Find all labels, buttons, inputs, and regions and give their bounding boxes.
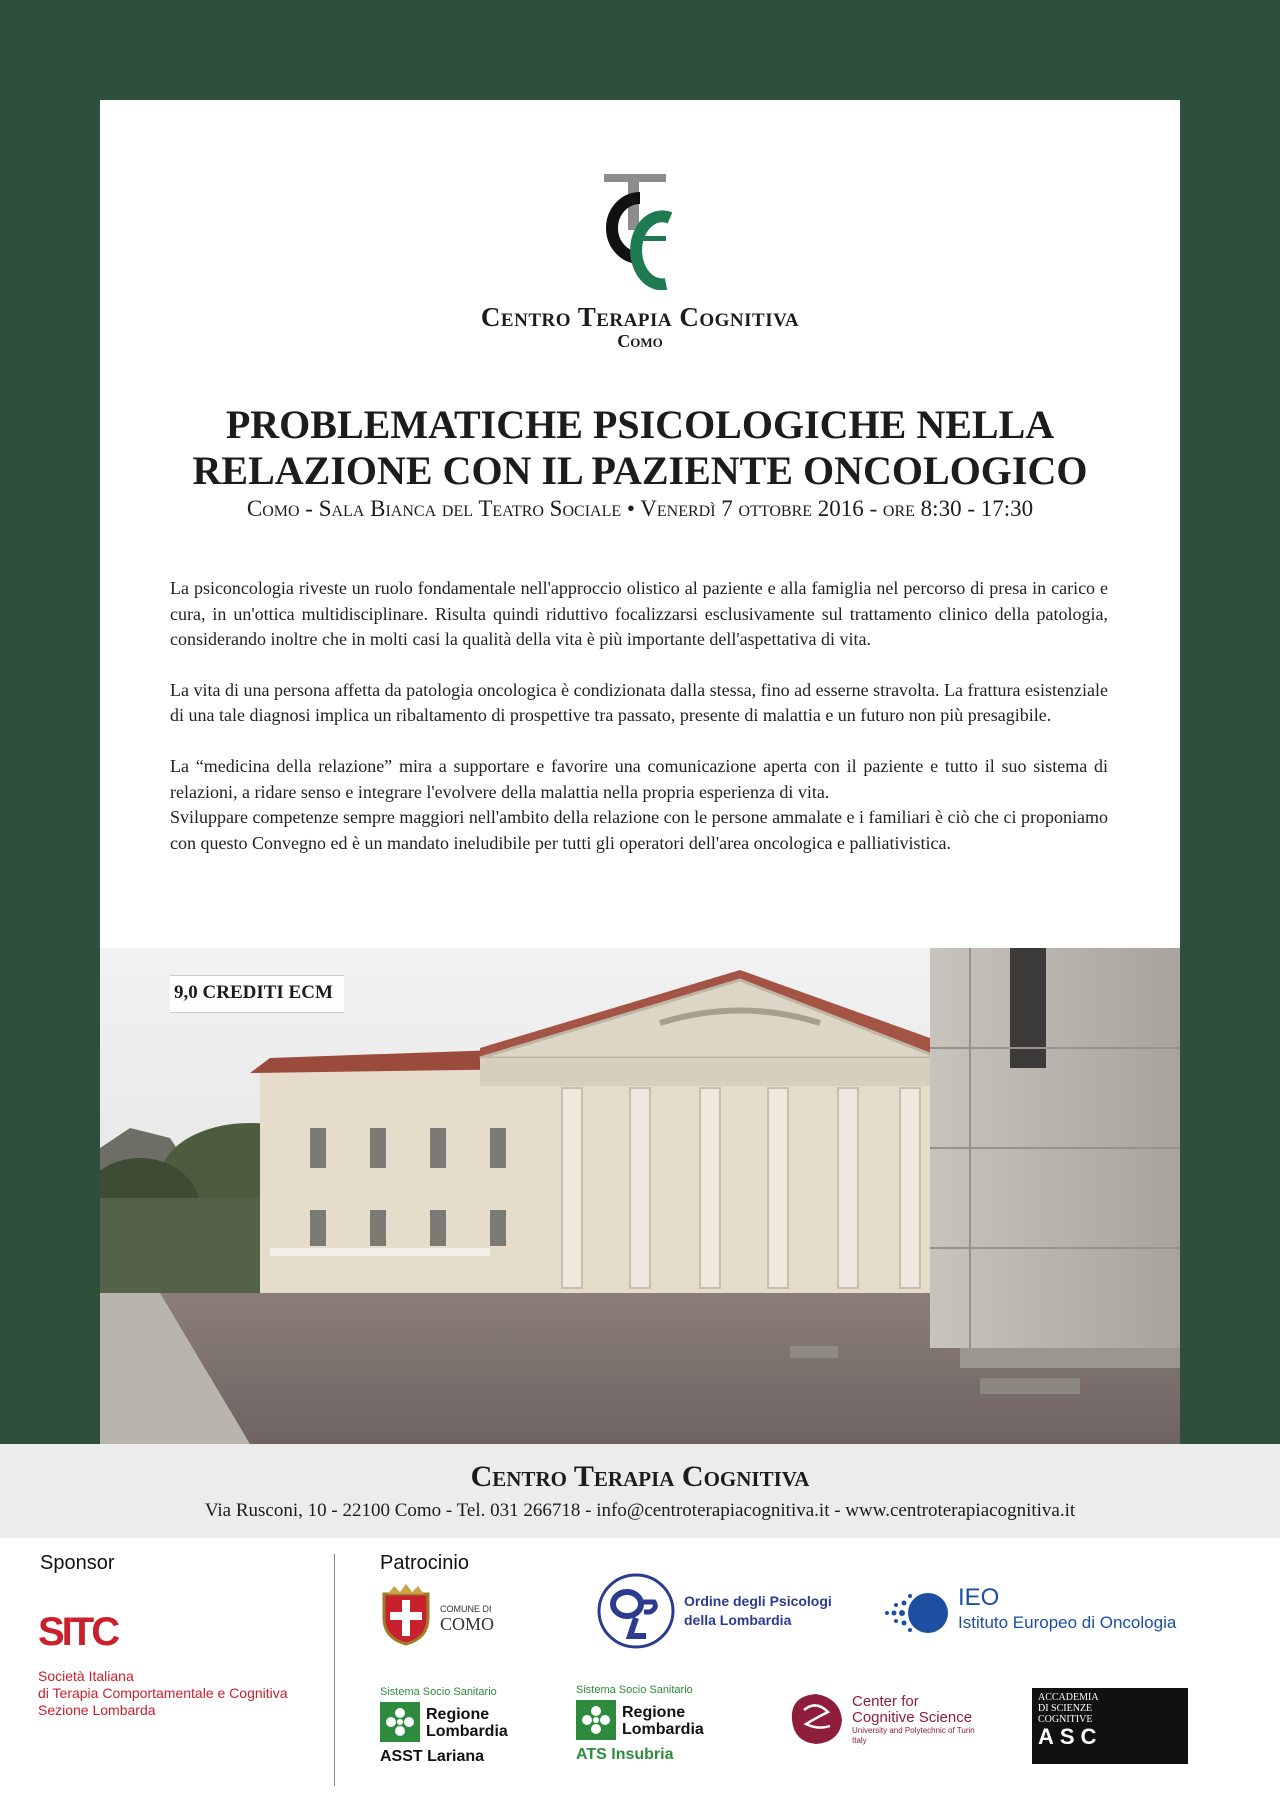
como-small-text: COMUNE DI [440, 1604, 492, 1614]
ats-name: ATS Insubria [576, 1746, 674, 1763]
footer-contacts: Via Rusconi, 10 - 22100 Como - Tel. 031 266718 - info@centroterapiacognitiva.it - www.centroterapiacognitiva.it [204, 1500, 1076, 1521]
event-subtitle: Como - Sala Bianca del Teatro Sociale • Venerdì 7 ottobre 2016 - ore 8:30 - 17:30 [246, 496, 1034, 521]
sponsor-label: Sponsor [40, 1552, 115, 1574]
sitcc-logo: SITC [38, 1610, 118, 1654]
ats-region-line-2: Lombardia [622, 1721, 704, 1738]
ats-system-label: Sistema Socio Sanitario [576, 1684, 693, 1696]
asc-line-2: DI SCIENZE [1038, 1703, 1093, 1714]
ieo-short: IEO [958, 1584, 1000, 1611]
ats-region-line-1: Regione [622, 1704, 686, 1721]
como-big-text: COMO [440, 1614, 495, 1634]
brand-name: Centro Terapia Cognitiva [480, 302, 800, 332]
asc-logo [1032, 1688, 1188, 1764]
poster-sheet [100, 100, 1180, 1444]
ccs-line-1: Center for [852, 1693, 919, 1710]
ats-rl-logo-icon [576, 1700, 616, 1740]
opl-name [684, 1592, 832, 1630]
ccs-line-2: Cognitive Science [852, 1709, 973, 1726]
como-crest-icon [378, 1584, 434, 1646]
ieo-full-name: Istituto Europeo di Oncologia [958, 1613, 1177, 1632]
ats-region [622, 1704, 704, 1738]
asst-region-line-1: Regione [426, 1706, 490, 1723]
asc-mark: ASC [1038, 1724, 1103, 1749]
paragraph-3b: Sviluppare competenze sempre maggiori nell'ambito della relazione con le persone ammalate e i familiari è ciò che ci proponiamo con questo Convegno ed è un mandato ineludibile per tutti gli operatori dell'area oncologica e palliativistica. [170, 807, 1108, 853]
ecm-credits-badge: 9,0 CREDITI ECM [170, 975, 344, 1013]
patronage-label: Patrocinio [380, 1552, 469, 1574]
asst-name: ASST Lariana [380, 1748, 485, 1765]
sitcc-line-1: Società Italiana [38, 1668, 134, 1684]
body-text [170, 576, 1108, 856]
event-title-line2: RELAZIONE CON IL PAZIENTE ONCOLOGICO [192, 448, 1088, 493]
asst-region [426, 1706, 508, 1740]
ccs-brain-icon [786, 1690, 846, 1748]
asc-line-3: COGNITIVE [1038, 1714, 1093, 1725]
asst-rl-logo-icon [380, 1702, 420, 1742]
paragraph-2: La vita di una persona affetta da patologia oncologica è condizionata dalla stessa, fino ad esserne stravolta. La frattura esistenziale di una tale diagnosi implica un ribaltamento di prospettive tra passato, presente di malattia e un futuro non più presagibile. [170, 679, 1108, 726]
paragraph-3a: La “medicina della relazione” mira a supportare e favorire una comunicazione aperta con il paziente e tutto il suo sistema di relazioni, a ridare senso e integrare l'evolvere della malattia nella propria esperienza di vita. [170, 755, 1108, 802]
paragraph-1: La psiconcologia riveste un ruolo fondamentale nell'approccio olistico al paziente e alla famiglia nel percorso di presa in carico e cura, in un'ottica multidisciplinare. Risulta quindi riduttivo focalizzarsi esclusivamente sul trattamento clinico della patologia, considerando inoltre che in molti casi la qualità della vita è più importante dell'aspettativa di vita. [170, 578, 1108, 650]
sitcc-line-2: di Terapia Comportamentale e Cognitiva [38, 1685, 288, 1701]
brand-city: Como [617, 331, 663, 351]
opl-logo-icon [596, 1572, 676, 1650]
brand-block [100, 302, 1180, 352]
event-title [100, 402, 1180, 494]
opl-line-1: Ordine degli Psicologi [684, 1593, 832, 1609]
event-title-line1: PROBLEMATICHE PSICOLOGICHE NELLA [225, 402, 1055, 447]
footer-contact-band [0, 1444, 1280, 1538]
asc-line-1: ACCADEMIA [1038, 1692, 1099, 1703]
ctc-logo-icon [600, 170, 680, 290]
ccs-name [852, 1694, 975, 1746]
footer-brand-name: Centro Terapia Cognitiva [470, 1460, 810, 1493]
ccs-line-3: University and Polytechnic of Turin [852, 1726, 975, 1735]
sitcc-name [38, 1668, 288, 1719]
sponsor-area [0, 1538, 1280, 1805]
ieo-dots-icon [882, 1588, 952, 1638]
sitcc-line-3: Sezione Lombarda [38, 1702, 156, 1718]
ccs-line-4: Italy [852, 1736, 867, 1745]
opl-line-2: della Lombardia [684, 1612, 792, 1628]
section-divider [334, 1554, 335, 1786]
theatre-photo [100, 948, 1180, 1444]
asst-system-label: Sistema Socio Sanitario [380, 1686, 497, 1698]
asst-region-line-2: Lombardia [426, 1723, 508, 1740]
